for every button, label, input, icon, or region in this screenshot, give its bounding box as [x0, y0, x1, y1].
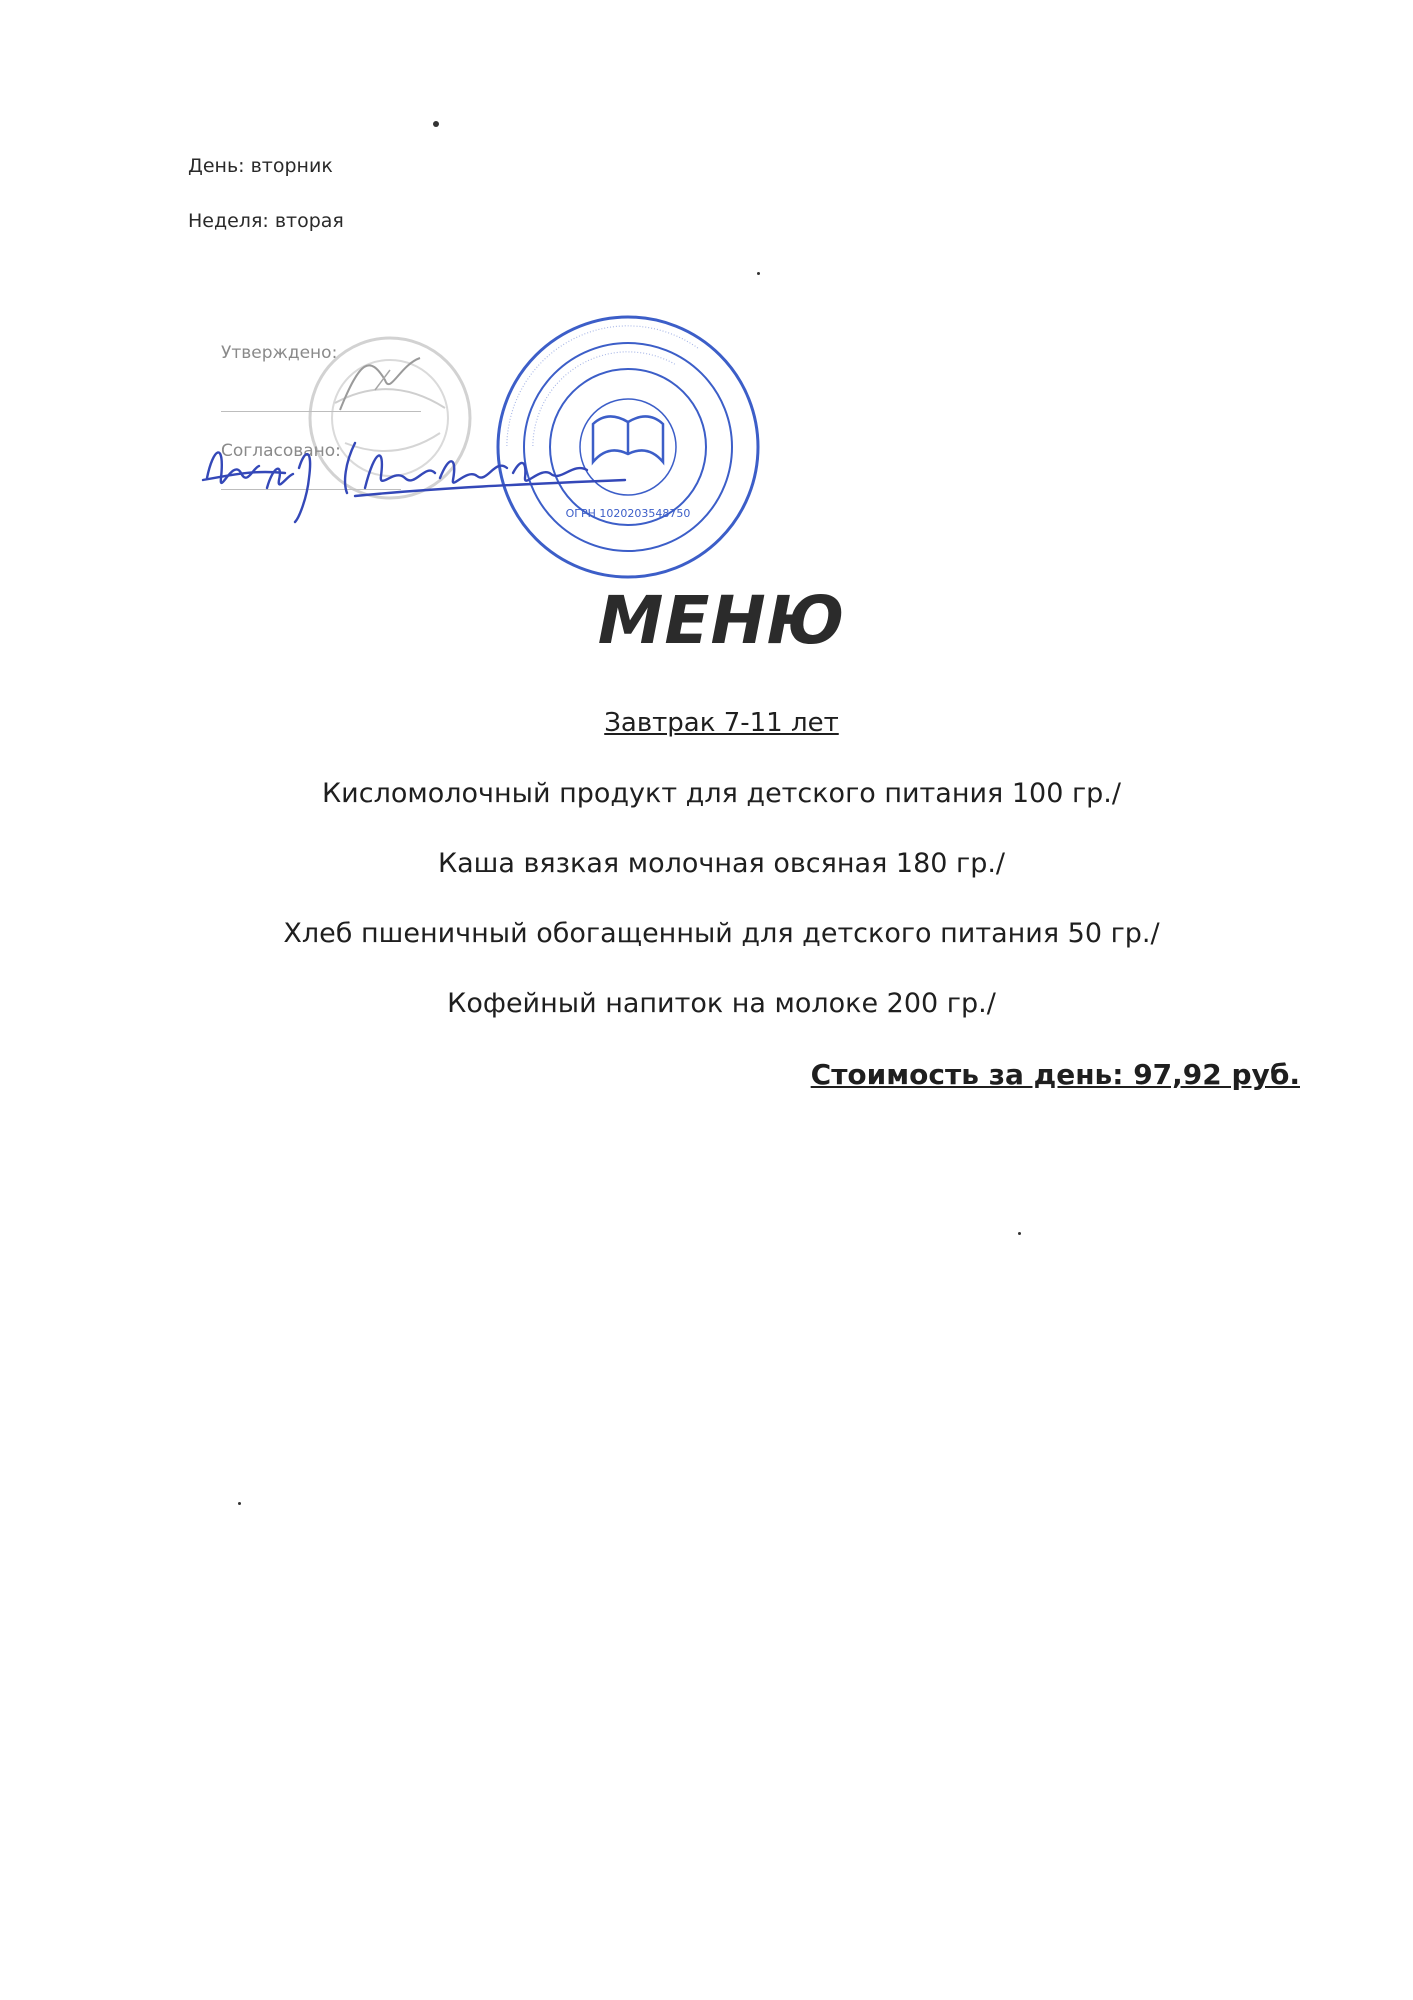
day-of-week: День: вторник [188, 155, 333, 177]
stamp-ogrn: ОГРН 1020203548750 [565, 507, 691, 520]
menu-item: Кофейный напиток на молоке 200 гр./ [447, 988, 996, 1019]
daily-cost: Стоимость за день: 97,92 руб. [810, 1058, 1300, 1091]
svg-text:······························: ·························································································· [502, 321, 701, 448]
approved-signature-icon [330, 350, 430, 420]
scan-speck [757, 272, 760, 275]
week-number: Неделя: вторая [188, 210, 344, 232]
menu-item: Каша вязкая молочная овсяная 180 гр./ [437, 848, 1006, 879]
scan-speck [433, 121, 439, 127]
scan-speck [1018, 1232, 1021, 1235]
menu-item: Кисломолочный продукт для детского питания 100 гр./ [322, 778, 1121, 809]
scan-speck [238, 1502, 241, 1505]
svg-text:······························: ··································································· [528, 347, 678, 448]
handwritten-signature-icon [195, 418, 635, 533]
agreed-label: Согласовано: [221, 441, 341, 461]
menu-item: Хлеб пшеничный обогащенный для детского питания 50 гр./ [283, 918, 1160, 949]
menu-title: МЕНЮ [597, 582, 846, 659]
meal-heading: Завтрак 7-11 лет [604, 708, 839, 738]
approved-label: Утверждено: [221, 343, 338, 363]
